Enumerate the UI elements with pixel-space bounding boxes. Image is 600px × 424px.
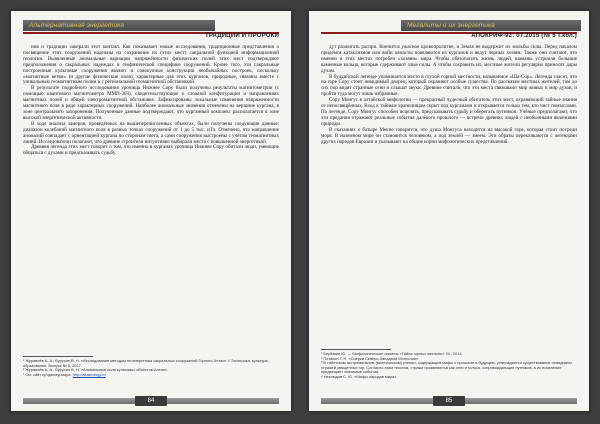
- left-footnotes: [23, 359, 279, 377]
- paragraph: ния и традиции хакерали этот контакт. Как показывает новые исследования, традиционные представления о посвящение этих сооружений надежны на сохранение их (этих мест) сакральной функцией информационной геологии. Выявленные аномальные вариации напряжённости физических полей этих мест подтверждают предположения о сакральных надеждах и геофизической специфике сооружений. Кроме того, эти сакральные построенные культовые сооружения являют и совокупные конструкции необычайных построек, поскольку «магнитные ветви» (и другие физические поля), характерные для этих курганов, природные, связаны вместе с уникальным геомагнитным полем и с региональной геомагнитной обстановкой.: [23, 44, 279, 86]
- right-body-text: [321, 45, 577, 145]
- footnote: [23, 373, 279, 378]
- left-header-banner: Альтернативная энергетика: [23, 20, 215, 31]
- paragraph: В ходе анализа замеров, проведённых на вышеперечисленных объектах, были получены следующие данные: диапазон колебаний магнитного поля в разных точках сооружений от 1 до 5 тыс. нТл. Отмечено, что направление аномалий совпадает с ориентацией кургана по сторонам света, а сами сооружения выстроены с учётом геомагнитных линий. Исследователи полагают, что древние строители интуитивно выбирали места с повышенной энергетикой.: [23, 120, 279, 145]
- footnote-link[interactable]: http://altaienergy.ru: [72, 371, 106, 377]
- footnote: ² Потанин Г. Н. «Очерки Северо-Западной Монголии».: [321, 355, 420, 361]
- left-page-number: 84: [135, 396, 167, 406]
- left-page: [11, 11, 291, 411]
- right-page: [309, 11, 589, 411]
- right-section-title: АПОКРИФ-92: 07.2015 (№ 5 т.кол.): [471, 33, 577, 39]
- footnote: ⁴ Неклюдов С. Ю. «Мифы народов мира».: [321, 373, 398, 379]
- left-section-title: ТРАДИЦИИ И ПРОРОКИ: [204, 33, 279, 39]
- footnote-divider: [321, 349, 391, 350]
- right-page-number: 85: [433, 396, 465, 406]
- footnote: ¹ Журавлёв А. А., Бурухин В. Н. «Исследование методом геоэнергетики сакральных сооружений Горного Алтая» // Эзотерика, культура, образование. Выпуск № 5, 2017.: [23, 358, 269, 368]
- paragraph: Древняя легенда этих мест говорит о том, что именно в курганах урочища Нижнее Сору обитали люди, умеющие общаться с духами и предсказывать судьбу.: [23, 144, 279, 157]
- right-header-banner: Мегалиты и их энергетика: [401, 20, 581, 31]
- footnote-divider: [23, 356, 93, 357]
- footnote: ² Журавлёв А. А., Бурухин В. Н. «Аномальные поля культовых объектов Алтая».: [23, 367, 169, 373]
- paragraph: Сору Монгус в алтайской мифологии — прекрасный чудесный обитатель этих мест, охраняющий тайные знания от непосвящённых. Вход к тайным хранилищам скрыт под курганами и открывается только тем, кто чист помыслами. По легенде, Сору Монгус способен исцелять, предсказывать судьбу и оберегать путников. Учёные предполагают, что эти предания отражают реальные события далёкого прошлого — встречи древних людей с необычными явлениями природы.: [321, 97, 577, 127]
- paragraph: В результате подробного исследования урочища Нижнее Сору были получены результаты магнитометрии (с помощью квантового магнитометра ММП-303), свидетельствующие о сложной конфигурации и направлениях магнитных полей и общей электромагнитной обстановке. Зафиксированы локальные изменения напряженности магнитного поля в ряде характерных сооружений. Наиболее аномальные значения отмечены на вершине кургана, в зоне центрального захоронения. Полученные данные подтверждают, что курганный комплекс располагается в зоне высокой энергетической активности.: [23, 85, 279, 121]
- footnote: ³ В тибетском экстремальном (мантическом) учении, содержащем мифы о прошлом и будущем, утверждается существование невидимых стражей священных гор. Согласно этим текстам, стражи проявляются как огни и голоса, сопровождающие путников, а их появление предвещает значимые события.: [321, 360, 573, 375]
- right-footnotes: [321, 352, 577, 380]
- paragraph: В буддийской легенде упоминается место в глухой горной местности, называемое «Ша-Сор». Легенда гласит, что на горе Сору стоит невидимый дворец, который охраняют особые существа. По рассказам местных жителей, там до сих пор видят странные огни и слышат звуки. Древние считали, что эти места связывают мир живых и мир духов, и пройти туда могут лишь избранные.: [321, 73, 577, 98]
- left-body-text: [23, 45, 279, 157]
- footnote: ¹ Берёзкин Ю. — Мифологические сюжеты «Тайна горных святынь». М., 2014.: [321, 351, 463, 356]
- paragraph: В сказаниях о батыре Мекне говорится, что душа Монгуса находится на высокой горе, которая стоит посреди моря. В наземном мире он становится человеком, а под землёй — змеем. Эти образы перекликаются с легендами других народов Евразии и указывают на общие корни мифологических представлений.: [321, 126, 577, 145]
- footnote-text: ¹ См. сайт продюсер-мира:: [23, 371, 73, 377]
- paragraph: дут разжигать распри. Кончится ужасное кровопролитие, и Земля не выдержит их мольбы силы. Перед началом придёмся катаклизмов или войн алмасты появляются из курганов и ведут черных хозяев. Также они считают, что именно в этих местах потребен «хозяин» мира. Чтобы обезопасить жизнь людей, шаманы устроили большие каменные кольца, которые сдерживают злые силы. А чтобы сохранить их, местные жители регулярно приносят дары духам.: [321, 44, 577, 74]
